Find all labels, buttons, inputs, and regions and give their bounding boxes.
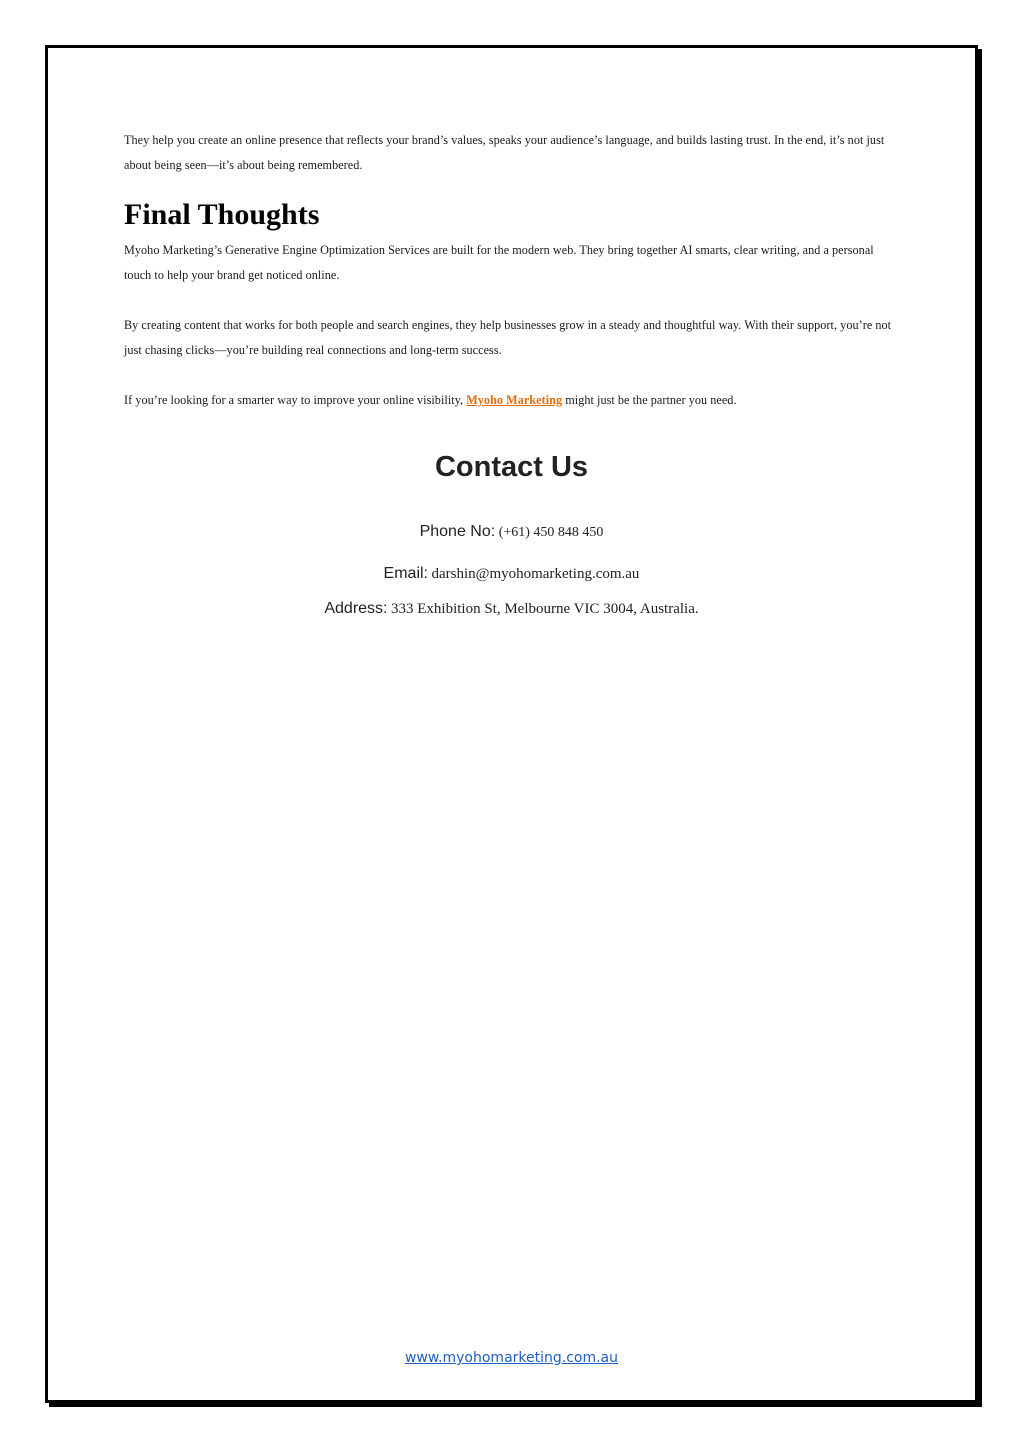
phone-value: (+61) 450 848 450 xyxy=(498,525,604,540)
footer xyxy=(45,1350,978,1366)
final-thoughts-paragraph-3 xyxy=(124,388,894,413)
final-thoughts-heading: Final Thoughts xyxy=(124,198,320,231)
contact-us-heading: Contact Us xyxy=(434,451,589,483)
contact-phone xyxy=(45,522,978,543)
final-thoughts-paragraph-1: Myoho Marketing’s Generative Engine Optimization Services are built for the modern web. They bring together AI smarts, clear writing, and a personal touch to help your brand get noticed online. xyxy=(124,243,874,282)
phone-label: Phone No: xyxy=(419,523,496,540)
myoho-marketing-link[interactable]: Myoho Marketing xyxy=(466,393,563,407)
intro-paragraph: They help you create an online presence that reflects your brand’s values, speaks your audience’s language, and builds lasting trust. In the end, it’s not just about being seen—it’s about being remembered. xyxy=(124,133,885,172)
email-label: Email: xyxy=(383,565,428,582)
contact-email xyxy=(45,564,978,585)
address-value: 333 Exhibition St, Melbourne VIC 3004, Australia. xyxy=(391,601,699,617)
contact-address xyxy=(45,599,978,620)
document-body xyxy=(124,128,894,413)
footer-website-link[interactable]: www.myohomarketing.com.au xyxy=(404,1350,619,1366)
paragraph-3-text-before: If you’re looking for a smarter way to improve your online visibility, xyxy=(124,393,467,407)
email-value: darshin@myohomarketing.com.au xyxy=(431,566,640,582)
address-label: Address: xyxy=(324,600,388,617)
final-thoughts-paragraph-2: By creating content that works for both people and search engines, they help businesses grow in a steady and thoughtful way. With their support, you’re not just chasing clicks—you’re building real connections and long-term success. xyxy=(124,318,892,357)
paragraph-3-text-after: might just be the partner you need. xyxy=(562,393,737,407)
